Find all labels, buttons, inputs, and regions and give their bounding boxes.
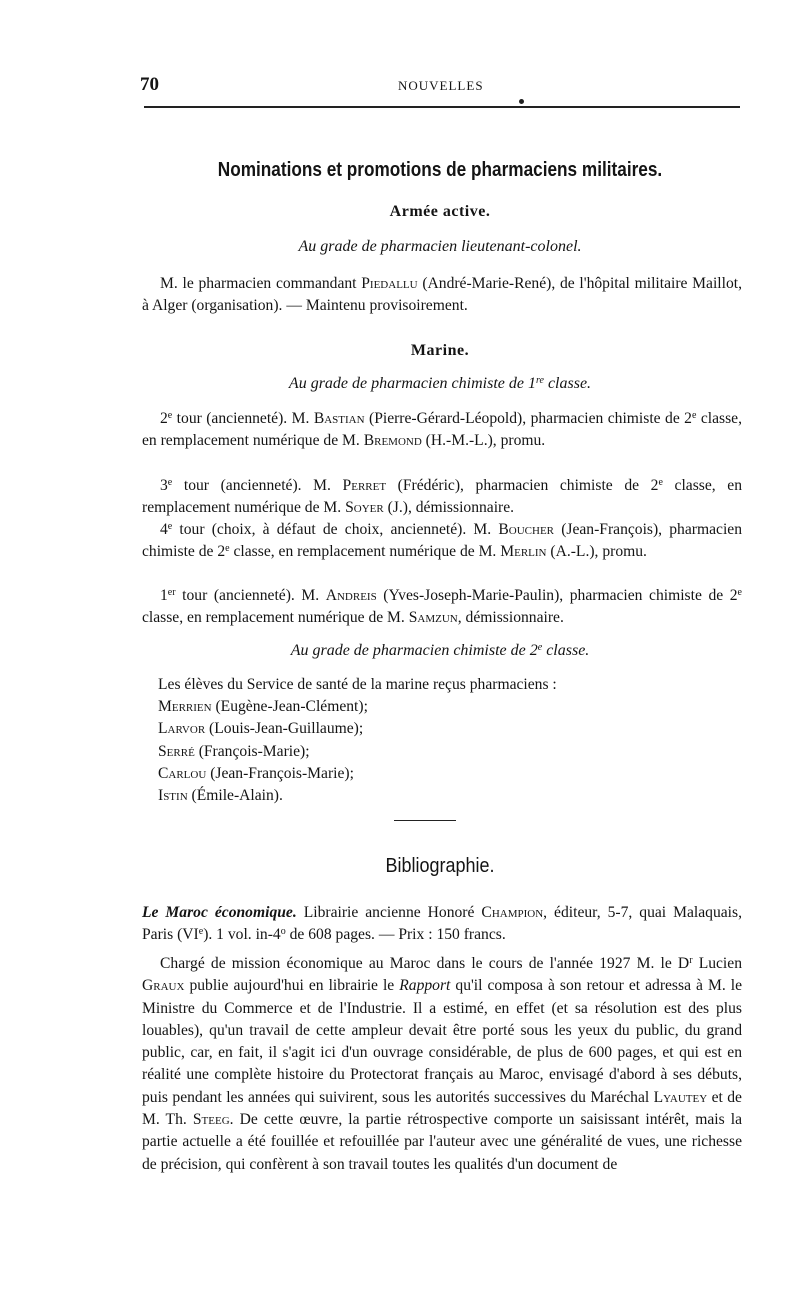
list-item: Serré (François-Marie);	[158, 742, 310, 760]
paragraph-3e-tour: 3e tour (ancienneté). M. Perret (Frédéric), pharmacien chimiste de 2e classe, en remplacement numérique de M. Soyer (J.), démissionnaire.	[142, 477, 742, 517]
person-name: Samzun	[408, 609, 458, 627]
students-intro: Les élèves du Service de santé de la marine reçus pharmaciens :	[158, 676, 557, 693]
person-name: Lyautey	[653, 1088, 708, 1106]
person-name: Bremond	[363, 432, 422, 450]
person-name: Perret	[342, 477, 387, 494]
students-list	[158, 696, 718, 807]
paragraph-armee: M. le pharmacien commandant Piedallu (André-Marie-René), de l'hôpital militaire Maillot, à Alger (organisation). — Maintenu provisoirement.	[142, 275, 742, 315]
grade-chimiste-2e-classe: Au grade de pharmacien chimiste de 2e classe.	[290, 642, 590, 659]
person-name: Piedallu	[361, 275, 418, 292]
grade-chimiste-1re-classe: Au grade de pharmacien chimiste de 1re classe.	[288, 375, 592, 392]
paragraph-4e-tour: 4e tour (choix, à défaut de choix, ancienneté). M. Boucher (Jean-François), pharmacien chimiste de 2e classe, en remplacement numérique de M. Merlin (A.-L.), promu.	[142, 521, 742, 561]
page-number: 70	[140, 74, 159, 95]
list-item: Larvor (Louis-Jean-Guillaume);	[158, 720, 364, 738]
person-name: Steeg	[192, 1111, 230, 1129]
person-name: Merlin	[500, 543, 547, 561]
section-title-nominations: Nominations et promotions de pharmaciens militaires.	[217, 159, 663, 181]
list-item: Carlou (Jean-François-Marie);	[158, 764, 354, 782]
heading-armee-active: Armée active.	[389, 203, 491, 220]
header-dot	[519, 99, 524, 104]
section-title-bibliographie: Bibliographie.	[385, 855, 495, 877]
list-item: Merrien (Eugène-Jean-Clément);	[158, 698, 368, 715]
publisher-name: Champion	[481, 904, 544, 921]
book-title: Le Maroc économique.	[142, 904, 297, 921]
paragraph-2e-tour: 2e tour (ancienneté). M. Bastian (Pierre-Gérard-Léopold), pharmacien chimiste de 2e classe, en remplacement numérique de M. Bremond (H.-M.-L.), promu.	[142, 410, 743, 450]
section-divider	[394, 820, 456, 821]
running-title: NOUVELLES	[398, 78, 484, 93]
person-name: Soyer	[345, 499, 384, 517]
review-paragraph: Chargé de mission économique au Maroc dans le cours de l'année 1927 M. le $D^r$ Lucien Graux publie aujourd'hui en librairie le Rapport qu'il composa à son retour et adressa à M. le Ministre du Commerce et de l'Industrie. Il a estimé, en effet (et sa résolution est des plus louables), qu'un travail de cette ampleur devait être porté sous les yeux du public, du grand public, car, en fait, il s'agit ici d'un ouvrage considérable, de plus de 600 pages, et qui est en réalité une complète histoire du Protectorat français au Maroc, envisagé d'abord à ses débuts, puis pendant les années qui suivirent, sous les autorités successives du Maréchal Lyautey et de M. Th. Steeg. De cette œuvre, la partie rétrospective comporte un saisissant intérêt, mais la partie actuelle a été fouillée et refouillée par l'auteur avec une généralité de vues, une richesse de précision, qui confèrent à son travail toutes les qualités d'un document de	[142, 955, 743, 1173]
person-name: Boucher	[498, 521, 555, 538]
header-rule	[144, 106, 740, 108]
heading-marine: Marine.	[410, 342, 470, 359]
paragraph-1er-tour: 1er tour (ancienneté). M. Andreis (Yves-Joseph-Marie-Paulin), pharmacien chimiste de 2e classe, en remplacement numérique de M. Samzun, démissionnaire.	[142, 587, 742, 627]
running-header	[140, 74, 740, 98]
person-name: Graux	[142, 977, 185, 995]
person-name: Bastian	[313, 410, 365, 427]
bibliographic-reference: Le Maroc économique. Librairie ancienne Honoré Champion, éditeur, 5-7, quai Malaquais, Paris (VIe). 1 vol. in-4$^o$ de 608 pages. — Prix : 150 francs.	[142, 904, 742, 944]
list-item: Istin (Émile-Alain).	[158, 787, 283, 805]
person-name: Andreis	[325, 587, 377, 604]
grade-lieutenant-colonel: Au grade de pharmacien lieutenant-colonel.	[298, 238, 582, 255]
